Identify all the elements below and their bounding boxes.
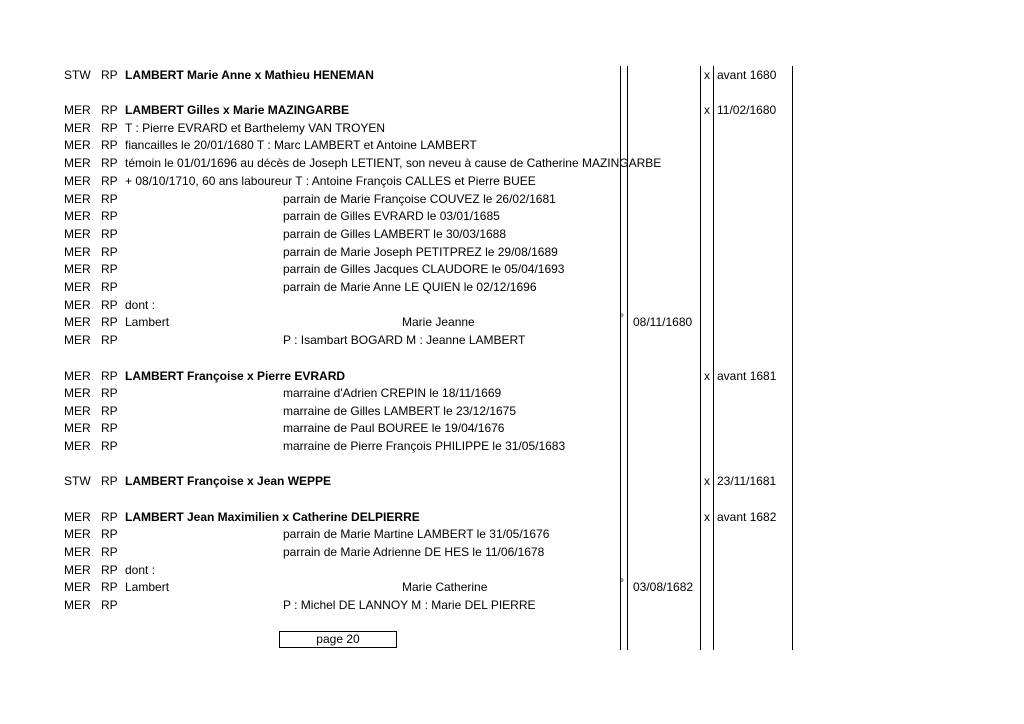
record-code: MER [64,580,91,594]
record-text: LAMBERT Marie Anne x Mathieu HENEMAN [125,68,374,82]
record-detail: parrain de Marie Anne LE QUIEN le 02/12/1696 [283,280,537,294]
birth-date: 08/11/1680 [633,315,693,329]
record-type: RP [101,315,118,329]
record-text: Lambert [125,315,170,329]
record-code: MER [64,439,91,453]
record-detail: parrain de Marie Martine LAMBERT le 31/05/1676 [283,527,550,541]
record-text: LAMBERT Françoise x Pierre EVRARD [125,369,346,383]
record-type: RP [101,280,118,294]
record-code: MER [64,262,91,276]
table-row [0,561,1024,579]
record-type: RP [101,580,118,594]
table-row [0,225,1024,243]
record-detail: marraine de Pierre François PHILIPPE le 31/05/1683 [283,439,566,453]
record-type: RP [101,598,118,612]
record-code: MER [64,510,91,524]
record-text: LAMBERT Jean Maximilien x Catherine DELPIERRE [125,510,420,524]
record-code: STW [64,474,91,488]
record-type: RP [101,138,118,152]
table-row [0,207,1024,225]
table-row [0,367,1024,385]
marriage-marker: x [704,510,710,524]
table-row [0,296,1024,314]
table-row [0,243,1024,261]
record-detail: parrain de Marie Françoise COUVEZ le 26/02/1681 [283,192,556,206]
record-text: dont : [125,563,156,577]
record-type: RP [101,386,118,400]
child-first-name: Marie Jeanne [402,315,475,329]
table-row [0,313,1024,331]
record-code: MER [64,598,91,612]
record-code: MER [64,121,91,135]
marriage-date: avant 1680 [717,68,777,82]
record-code: MER [64,280,91,294]
record-detail: marraine de Gilles LAMBERT le 23/12/1675 [283,404,517,418]
record-text: témoin le 01/01/1696 au décès de Joseph LETIENT, son neveu à cause de Catherine MAZINGARBE [125,156,662,170]
record-detail: parrain de Marie Adrienne DE HES le 11/06/1678 [283,545,545,559]
record-detail: parrain de Marie Joseph PETITPREZ le 29/08/1689 [283,245,558,259]
marriage-marker: x [704,474,710,488]
record-code: MER [64,192,91,206]
record-text: + 08/10/1710, 60 ans laboureur T : Antoine François CALLES et Pierre BUEE [125,174,536,188]
record-detail: parrain de Gilles Jacques CLAUDORE le 05/04/1693 [283,262,565,276]
record-type: RP [101,545,118,559]
record-type: RP [101,333,118,347]
record-type: RP [101,156,118,170]
table-row [0,384,1024,402]
table-row [0,419,1024,437]
marriage-date: 23/11/1681 [717,474,777,488]
record-text: Lambert [125,580,170,594]
record-type: RP [101,262,118,276]
record-code: MER [64,245,91,259]
record-type: RP [101,563,118,577]
record-code: MER [64,298,91,312]
marriage-date: avant 1681 [717,369,777,383]
page-number: page 20 [316,632,360,646]
birth-marker: ° [620,313,624,324]
table-row [0,472,1024,490]
table-row [0,525,1024,543]
table-row [0,154,1024,172]
record-detail: P : Isambart BOGARD M : Jeanne LAMBERT [283,333,526,347]
record-code: MER [64,209,91,223]
record-text: LAMBERT Gilles x Marie MAZINGARBE [125,103,350,117]
marriage-date: 11/02/1680 [717,103,777,117]
record-type: RP [101,68,118,82]
record-code: MER [64,421,91,435]
record-code: STW [64,68,91,82]
table-row [0,66,1024,84]
record-type: RP [101,404,118,418]
record-code: MER [64,103,91,117]
marriage-marker: x [704,103,710,117]
record-detail: parrain de Gilles EVRARD le 03/01/1685 [283,209,500,223]
table-row [0,508,1024,526]
record-type: RP [101,121,118,135]
record-code: MER [64,563,91,577]
record-type: RP [101,439,118,453]
record-type: RP [101,245,118,259]
table-row [0,596,1024,614]
marriage-marker: x [704,68,710,82]
record-code: MER [64,527,91,541]
record-code: MER [64,333,91,347]
record-detail: marraine d'Adrien CREPIN le 18/11/1669 [283,386,502,400]
record-code: MER [64,545,91,559]
record-text: dont : [125,298,156,312]
record-type: RP [101,174,118,188]
table-row [0,101,1024,119]
record-detail: parrain de Gilles LAMBERT le 30/03/1688 [283,227,507,241]
record-type: RP [101,510,118,524]
table-row [0,172,1024,190]
table-row [0,190,1024,208]
record-type: RP [101,209,118,223]
record-code: MER [64,227,91,241]
record-type: RP [101,474,118,488]
birth-marker: ° [620,578,624,589]
record-type: RP [101,227,118,241]
record-code: MER [64,386,91,400]
page-number-box [279,631,397,648]
table-row [0,278,1024,296]
record-code: MER [64,174,91,188]
record-type: RP [101,298,118,312]
child-first-name: Marie Catherine [402,580,488,594]
record-type: RP [101,103,118,117]
marriage-marker: x [704,369,710,383]
table-row [0,260,1024,278]
record-code: MER [64,156,91,170]
table-row [0,578,1024,596]
record-code: MER [64,404,91,418]
table-row [0,402,1024,420]
record-type: RP [101,421,118,435]
table-row [0,437,1024,455]
birth-date: 03/08/1682 [633,580,694,594]
table-row [0,136,1024,154]
record-type: RP [101,527,118,541]
record-detail: marraine de Paul BOUREE le 19/04/1676 [283,421,505,435]
table-row [0,543,1024,561]
record-text: T : Pierre EVRARD et Barthelemy VAN TROYEN [125,121,386,135]
record-code: MER [64,138,91,152]
record-code: MER [64,369,91,383]
marriage-date: avant 1682 [717,510,777,524]
record-text: LAMBERT Françoise x Jean WEPPE [125,474,332,488]
record-detail: P : Michel DE LANNOY M : Marie DEL PIERRE [283,598,536,612]
record-type: RP [101,369,118,383]
record-text: fiancailles le 20/01/1680 T : Marc LAMBERT et Antoine LAMBERT [125,138,477,152]
record-code: MER [64,315,91,329]
record-type: RP [101,192,118,206]
table-row [0,119,1024,137]
table-row [0,331,1024,349]
